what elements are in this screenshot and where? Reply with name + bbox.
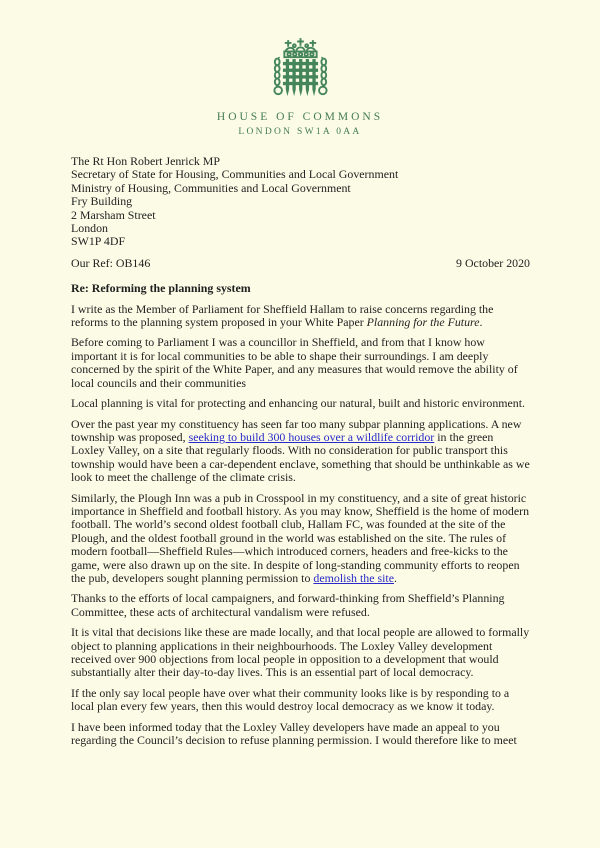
recipient-address-line: Fry Building	[71, 194, 133, 209]
text-run: .	[479, 315, 483, 330]
letter-body	[71, 303, 530, 748]
reference-number: Our Ref: OB146	[71, 255, 151, 270]
letter-paragraph	[71, 336, 530, 390]
text-run: Before coming to Parliament I was a councillor in Sheffield, and from that I know how important it is for local communities to be able to shape their surroundings. I am deeply concerned by the spirit of the White Paper, and any measures that would remove the ability of local councils and their communities	[71, 335, 518, 390]
text-run: I have been informed today that the Loxley Valley developers have made an appeal to you regarding the Council’s decision to refuse planning permission. I would therefore like to meet	[71, 719, 517, 748]
reference-row	[71, 257, 530, 270]
text-run: Over the past year my constituency has seen far too many subpar planning applications. A new township was proposed,	[71, 416, 522, 444]
letter-content	[71, 155, 530, 747]
letterhead	[0, 38, 600, 137]
letter-paragraph	[71, 592, 530, 619]
inline-link[interactable]: seeking to build 300 houses over a wildlife corridor	[188, 429, 435, 444]
recipient-address	[71, 155, 530, 249]
letter-paragraph	[71, 626, 530, 680]
letterhead-address: LONDON SW1A 0AA	[238, 127, 362, 137]
letter-paragraph	[71, 687, 530, 714]
text-run: If the only say local people have over what their community looks like is by responding to a local plan every few years, then this would destroy local democracy as we know it today.	[71, 685, 510, 714]
text-run: I write as the Member of Parliament for Sheffield Hallam to raise concerns regarding the reforms to the planning system proposed in your White Paper	[71, 301, 494, 330]
portcullis-crest-icon	[272, 38, 329, 102]
letter-paragraph	[71, 303, 530, 330]
inline-link[interactable]: demolish the site	[313, 570, 394, 585]
recipient-address-line: 2 Marsham Street	[71, 207, 156, 222]
text-run: Local planning is vital for protecting and enhancing our natural, built and historic environment.	[71, 396, 526, 411]
subject-line: Re: Reforming the planning system	[71, 281, 251, 296]
letter-paragraph	[71, 492, 530, 586]
text-run: It is vital that decisions like these are made locally, and that local people are allowed to formally object to planning applications in their neighbourhoods. The Loxley Valley development received over 900 objections from local people in opposition to a development that would substantially alter their day-to-day lives. This is an essential part of local democracy.	[71, 625, 530, 680]
text-run: in the green Loxley Valley, on a site that regularly floods. With no consideration for public transport this township would have been a car-dependent enclave, something that should be unthinkable as we look to meet the challenge of the climate crisis.	[71, 429, 530, 485]
letter-date: 9 October 2020	[456, 255, 530, 270]
recipient-address-line: Secretary of State for Housing, Communities and Local Government	[71, 167, 399, 182]
letter-paragraph	[71, 418, 530, 485]
letterhead-title: HOUSE OF COMMONS	[216, 111, 384, 123]
text-run: Thanks to the efforts of local campaigners, and forward-thinking from Sheffield’s Planning Committee, these acts of architectural vandalism were refused.	[71, 591, 505, 619]
text-run: Similarly, the Plough Inn was a pub in Crosspool in my constituency, and a site of great historic importance in Sheffield and football history. As you may know, Sheffield is the home of modern football. The world’s second oldest football club, Hallam FC, was founded at the site of the Plough, and the oldest football ground in the world was established on the site. The rules of modern football—Sheffield Rules—which introduced corners, headers and free-kicks to the game, were also drawn up on the site. In despite of long-standing community efforts to reopen the pub, developers sought planning permission to	[71, 490, 530, 585]
letter-paragraph	[71, 721, 530, 748]
italic-text: Planning for the Future	[366, 315, 480, 330]
recipient-address-line: The Rt Hon Robert Jenrick MP	[71, 154, 220, 168]
recipient-address-line: London	[71, 221, 108, 236]
text-run: .	[394, 570, 397, 585]
recipient-address-line: Ministry of Housing, Communities and Local Government	[71, 180, 351, 195]
letter-paragraph	[71, 397, 530, 410]
recipient-address-line: SW1P 4DF	[71, 234, 126, 249]
